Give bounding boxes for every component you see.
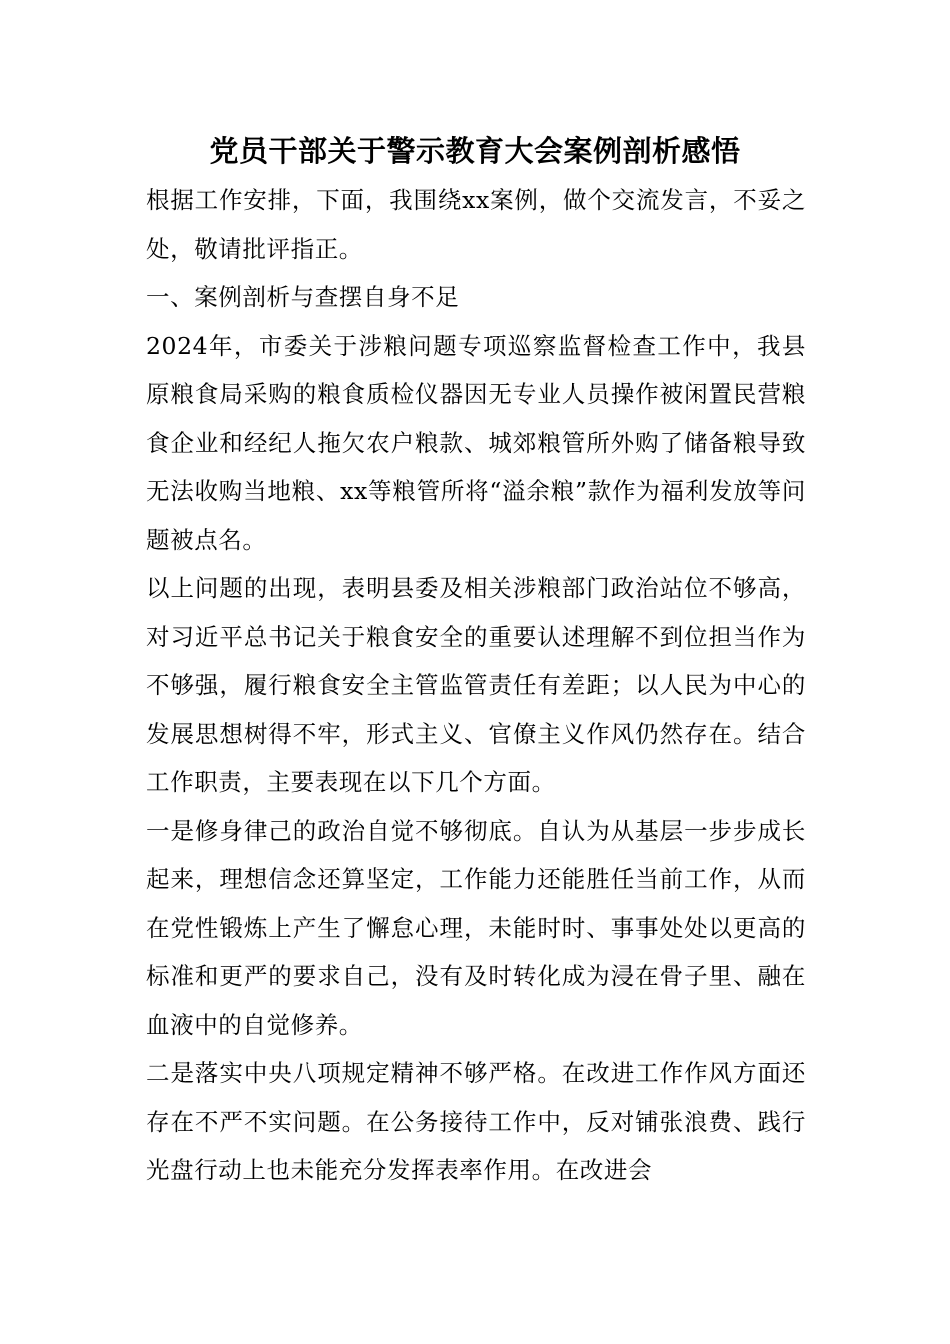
intro-paragraph: 根据工作安排，下面，我围绕xx案例，做个交流发言，不妥之处，敬请批评指正。 (146, 186, 806, 263)
document-title: 党员干部关于警示教育大会案例剖析感悟 (209, 134, 741, 168)
case-paragraph: 2024年，市委关于涉粮问题专项巡察监督检查工作中，我县原粮食局采购的粮食质检仪器因无专业人员操作被闲置民营粮食企业和经纪人拖欠农户粮款、城郊粮管所外购了储备粮导致无法收购当地粮、xx等粮管所将“溢余粮”款作为福利发放等问题被点名。 (146, 331, 806, 554)
point-one-paragraph: 一是修身律己的政治自觉不够彻底。自认为从基层一步步成长起来，理想信念还算坚定，工作能力还能胜任当前工作，从而在党性锻炼上产生了懈怠心理，未能时时、事事处处以更高的标准和更严的要求自己，没有及时转化成为浸在骨子里、融在血液中的自觉修养。 (146, 816, 806, 1039)
analysis-paragraph: 以上问题的出现，表明县委及相关涉粮部门政治站位不够高，对习近平总书记关于粮食安全的重要认述理解不到位担当作为不够强，履行粮食安全主管监管责任有差距；以人民为中心的发展思想树得不牢，形式主义、官僚主义作风仍然存在。结合工作职责，主要表现在以下几个方面。 (146, 574, 806, 796)
document-body (146, 176, 806, 1195)
point-two-paragraph: 二是落实中央八项规定精神不够严格。在改进工作作风方面还存在不严不实问题。在公务接待工作中，反对铺张浪费、践行光盘行动上也未能充分发挥表率作用。在改进会 (146, 1059, 806, 1184)
section-heading: 一、案例剖析与查摆自身不足 (146, 283, 460, 311)
